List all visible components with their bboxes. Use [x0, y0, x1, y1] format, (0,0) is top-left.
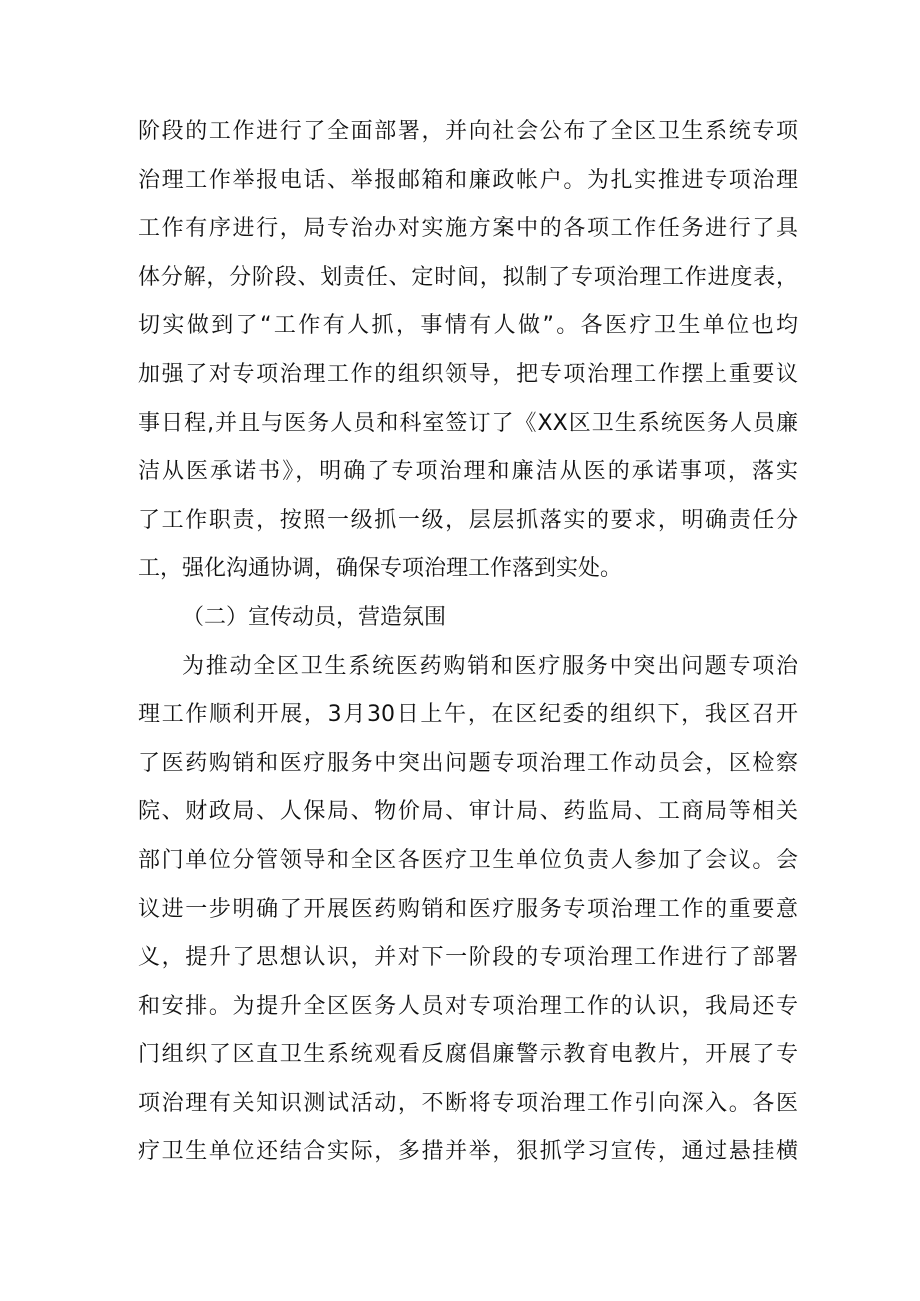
document-body: [138, 108, 798, 1177]
text-line: 加强了对专项治理工作的组织领导，把专项治理工作摆上重要议: [138, 361, 798, 387]
text-line: 理工作顺利开展，3月30日上午，在区纪委的组织下，我区召开: [138, 702, 798, 728]
text-line: 项治理有关知识测试活动，不断将专项治理工作引向深入。各医: [138, 1090, 798, 1116]
text-line: 治理工作举报电话、举报邮箱和廉政帐户。为扎实推进专项治理: [138, 167, 798, 193]
text-line: 疗卫生单位还结合实际，多措并举，狠抓学习宣传，通过悬挂横: [138, 1139, 798, 1165]
text-line: 洁从医承诺书》，明确了专项治理和廉洁从医的承诺事项，落实: [138, 459, 798, 485]
text-line: 了工作职责，按照一级抓一级，层层抓落实的要求，明确责任分: [138, 507, 798, 533]
text-line: 和安排。为提升全区医务人员对专项治理工作的认识，我局还专: [138, 993, 798, 1019]
text-line: 阶段的工作进行了全面部署，并向社会公布了全区卫生系统专项: [138, 119, 798, 144]
text-line: 门组织了区直卫生系统观看反腐倡廉警示教育电教片，开展了专: [138, 1042, 798, 1068]
text-line: 事日程,并且与医务人员和科室签订了《XX区卫生系统医务人员廉: [138, 410, 798, 436]
text-line: 院、财政局、人保局、物价局、审计局、药监局、工商局等相关: [138, 799, 798, 825]
text-line: 义，提升了思想认识，并对下一阶段的专项治理工作进行了部署: [138, 945, 798, 971]
section-heading: （二）宣传动员，营造氛围: [182, 604, 447, 630]
text-line: 部门单位分管领导和全区各医疗卫生单位负责人参加了会议。会: [138, 847, 798, 873]
text-line: 为推动全区卫生系统医药购销和医疗服务中突出问题专项治: [182, 653, 798, 679]
text-line: 议进一步明确了开展医药购销和医疗服务专项治理工作的重要意: [138, 896, 798, 922]
text-line: 工作有序进行，局专治办对实施方案中的各项工作任务进行了具: [138, 216, 798, 242]
text-line: 工，强化沟通协调，确保专项治理工作落到实处。: [138, 556, 623, 582]
text-line: 切实做到了“工作有人抓，事情有人做”。各医疗卫生单位也均: [138, 313, 798, 339]
text-line: 了医药购销和医疗服务中突出问题专项治理工作动员会，区检察: [138, 750, 798, 776]
text-line: 体分解，分阶段、划责任、定时间，拟制了专项治理工作进度表，: [138, 264, 798, 290]
